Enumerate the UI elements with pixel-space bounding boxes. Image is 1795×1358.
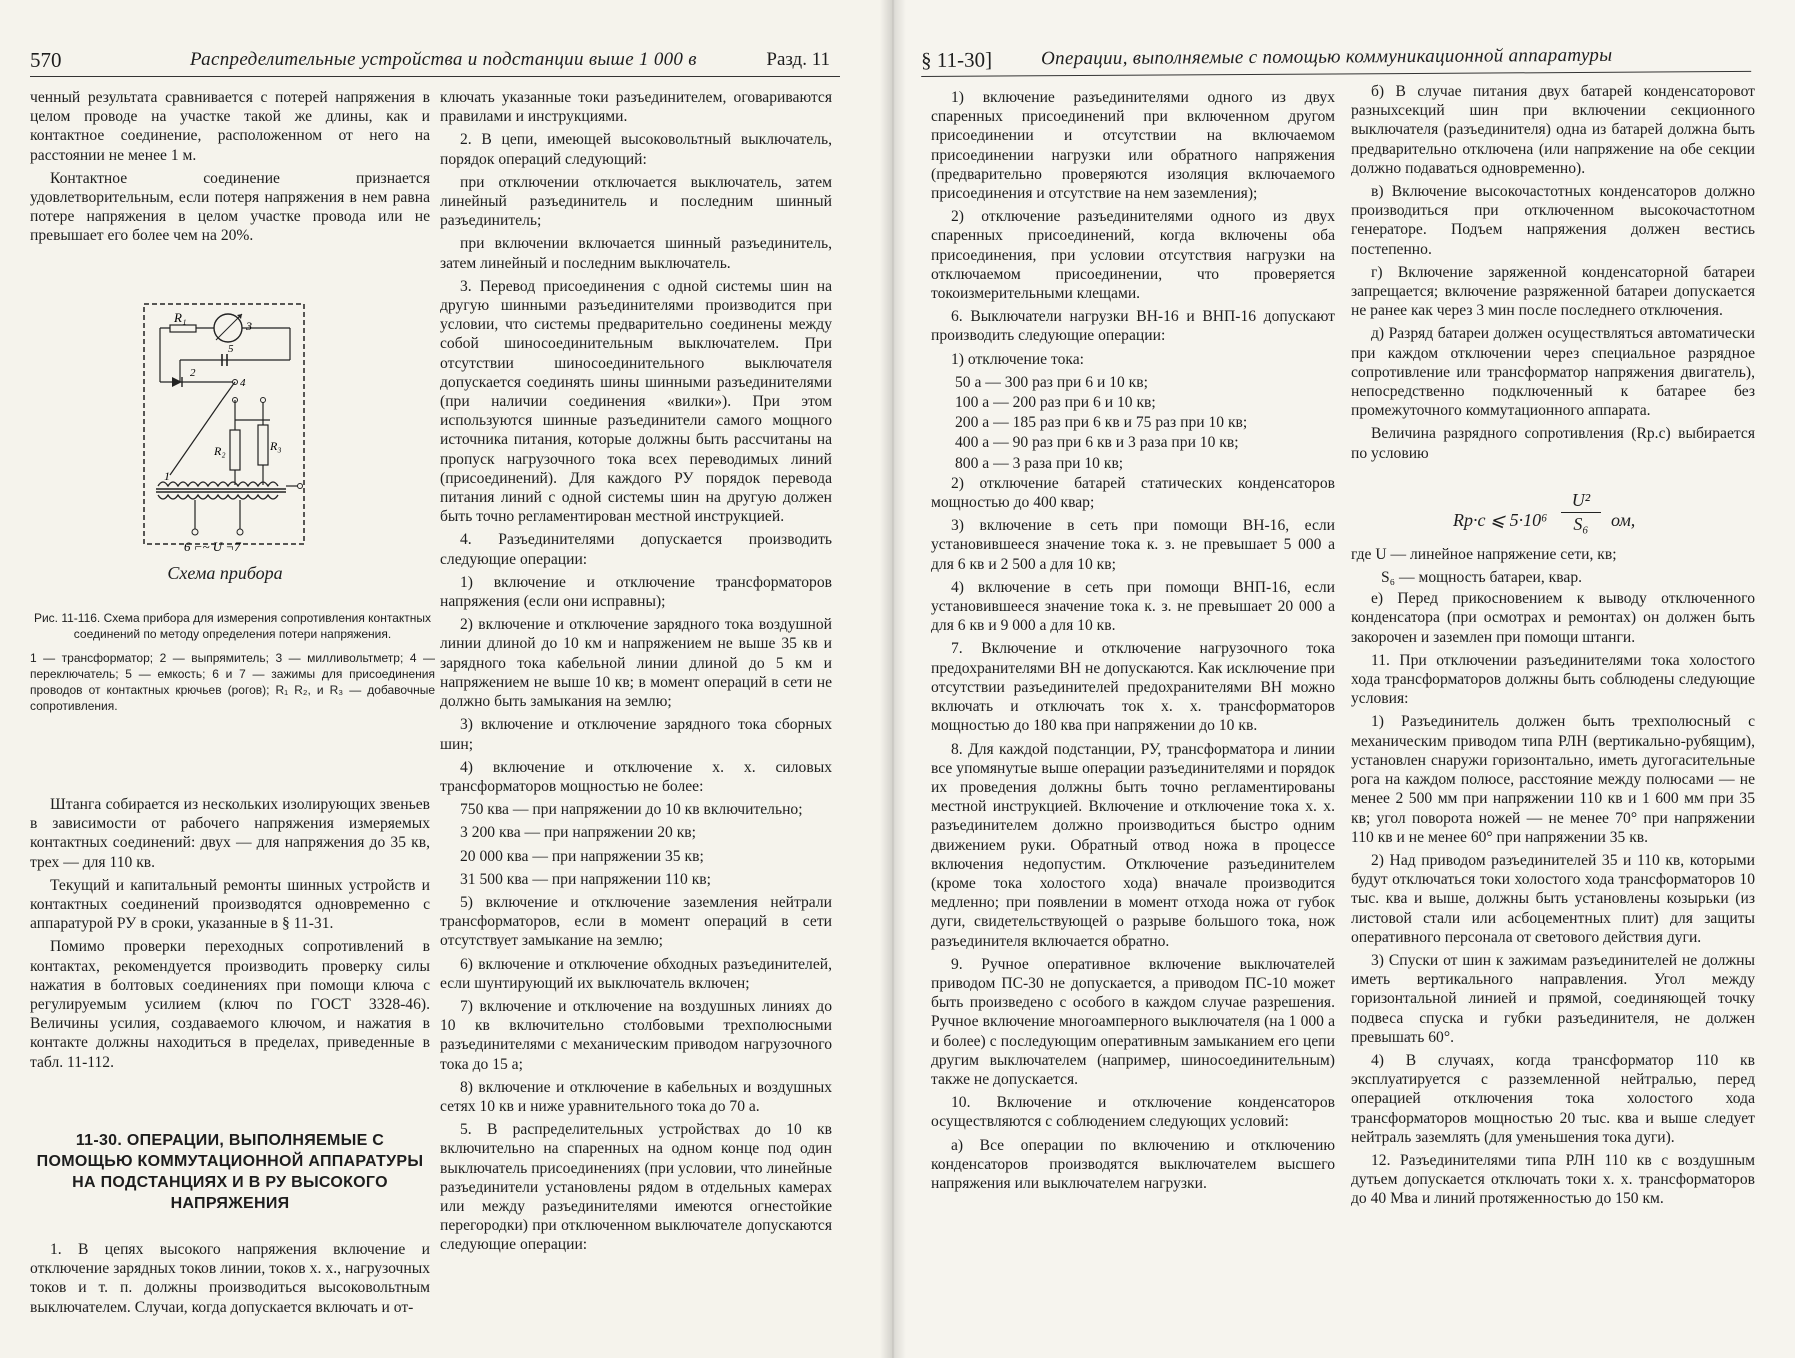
terminal-6 bbox=[192, 529, 198, 535]
paragraph: 1) включение разъединителями одного из двух спаренных присоединений при включенном другом присоединении и отсутствии на включаемом присоединении нагрузки или обратного напряжения (предварительно проверяются изоляция включаемого присоединения и отсутствие на нем заземления); bbox=[931, 89, 1335, 203]
right-column-2 bbox=[1351, 82, 1755, 1213]
paragraph: 4) включение в сеть при помощи ВНП-16, если установившееся значение тока к. з. не превышает 20 000 а для 6 кв и 9 000 а для 10 кв. bbox=[931, 578, 1335, 635]
paragraph: при включении включается шинный разъединитель, затем линейный и последним выключатель. bbox=[440, 235, 832, 272]
paragraph: 2) отключение батарей статических конденсаторов мощностью до 400 квар; bbox=[931, 474, 1335, 512]
paragraph: 750 ква — при напряжении до 10 кв включительно; bbox=[460, 801, 803, 819]
paragraph: Величина разрядного сопротивления (Rр.с) выбирается по условию bbox=[1351, 425, 1755, 462]
paragraph: 5. В распределительных устройствах до 10 кв включительно на спаренных на одном конце под один выключатель присоединениях (при условии, что линейные разъединители установлены рядом в отдельных камерах или между разъединителями имеются огнестойкие перегородки) при отключенном выключателе допускаются следующие операции: bbox=[440, 1121, 832, 1254]
paragraph: 1) включение и отключение трансформаторов напряжения (если они исправны); bbox=[440, 573, 832, 611]
paragraph: 2. В цепи, имеющей высоковольтный выключатель, порядок операций следующий: bbox=[440, 131, 832, 168]
paragraph: 2) включение и отключение зарядного тока воздушной линии длиной до 10 км и напряжением не выше 35 кв и зарядного тока кабельной линии длиной до 5 км и напряжением не выше 10 кв; в момент операций в сети не должно быть замыкания на землю; bbox=[440, 616, 832, 711]
schematic-diagram bbox=[140, 300, 310, 560]
paragraph: 3. Перевод присоединения с одной системы шин на другую шинными разъединителями производится при условии, что системы предварительно соединены между собой шиносоединительным выключателем. При отсутствии шиносоединительного выключателя допускается соединять шины шинными разъединителями (при наличии соединения «вилки»). При этом используются шинные разъединители самого мощного источника питания, которые должны быть рассчитаны на пропуск нагрузочного тока всех переводимых линий (присоединений). Для каждого РУ порядок перевода питания линий с одной системы шин на другую должен быть точно регламентирован местной инструкцией. bbox=[440, 277, 832, 526]
paragraph: Помимо проверки переходных сопротивлений в контактах, рекомендуется производить проверку силы нажатия в болтовых соединениях при помощи ключа с регулируемым усилием (ключ по ГОСТ 3328-46). Величины усилия, создаваемого ключом, и нажатия в контакте должны находиться в пределах, приведенные в табл. 11-112. bbox=[30, 938, 430, 1071]
left-column-1 bbox=[30, 88, 430, 250]
paragraph: 3 200 ква — при напряжении 20 кв; bbox=[460, 824, 696, 842]
paragraph: 9. Ручное оперативное включение выключателей приводом ПС-30 не допускается, а приводом ПС-10 может быть произведено с особого в каждом случае разрешения. Ручное включение многоамперного выключателя (на 1 000 а и более) с последующим оперативным замыканием его цепи другим выключателем (например, шиносоединительным) также не допускается. bbox=[931, 955, 1335, 1088]
right-column-1 bbox=[931, 88, 1335, 1197]
paragraph: при отключении отключается выключатель, затем линейный разъединитель и последним шинный разъединитель; bbox=[440, 173, 832, 230]
paragraph: 400 а — 90 раз при 6 кв и 3 раза при 10 кв; bbox=[955, 434, 1239, 452]
paragraph: 8. Для каждой подстанции, РУ, трансформатора и линии все упомянутые выше операции разъединителями и порядок их проведения должны быть точно регламентированы местной инструкцией. Включение и отключение тока х. х. разъединителем должно производиться быстро одним движением руки. Обратный отвод ножа в процессе включения недопустим. Отключение разъединителем (кроме тока холостого хода) вначале производится медленно; при появлении в момент отхода ножа от губок дуги, свидетельствующей о разрыве большого тока, нож разъединителя включается обратно. bbox=[931, 740, 1335, 950]
device-schematic-figure bbox=[140, 300, 310, 583]
label-4: 4 bbox=[240, 377, 246, 389]
paragraph: 6. Выключатели нагрузки ВН-16 и ВНП-16 допускают производить следующие операции: bbox=[931, 308, 1335, 345]
paragraph: 11. При отключении разъединителями тока холостого хода трансформаторов должны быть соблюдены следующие условия: bbox=[1351, 651, 1755, 708]
label-3: 3 bbox=[246, 319, 252, 333]
left-running-head bbox=[30, 42, 840, 77]
paragraph: 31 500 ква — при напряжении 110 кв; bbox=[460, 870, 711, 888]
left-page bbox=[0, 0, 893, 1358]
paragraph: е) Перед прикосновением к выводу отключенного конденсатора (при осмотрах и ремонтах) он должен быть закорочен и заземлен при помощи штанги. bbox=[1351, 590, 1755, 646]
paragraph: 6) включение и отключение обходных разъединителей, если шунтирующий их выключатель включен; bbox=[440, 955, 832, 992]
right-page bbox=[893, 0, 1795, 1358]
paragraph: 2) отключение разъединителями одного из двух спаренных присоединений, когда включены оба присоединения, при условии отсутствия нагрузки на отключаемом присоединении, что проверяется токоизмерительными клещами. bbox=[931, 208, 1335, 303]
label-r1: R₁ bbox=[174, 310, 187, 325]
formula-unit: ом, bbox=[1611, 510, 1636, 530]
book-gutter bbox=[880, 0, 906, 1358]
section-ref: Разд. 11 bbox=[766, 49, 830, 70]
label-5: 5 bbox=[228, 343, 234, 355]
paragraph: 8) включение и отключение в кабельных и воздушных сетях 10 кв и ниже уравнительного тока до 70 а. bbox=[440, 1078, 832, 1115]
right-running-head bbox=[921, 37, 1751, 77]
paragraph: 200 а — 185 раз при 6 кв и 75 раз при 10 кв; bbox=[955, 414, 1248, 432]
transformer-secondary bbox=[158, 482, 278, 486]
paragraph: 50 а — 300 раз при 6 и 10 кв; bbox=[955, 373, 1148, 391]
running-title: Операции, выполняемые с помощью коммуникационной аппаратуры bbox=[1041, 44, 1613, 70]
paragraph: 1. В цепях высокого напряжения включение и отключение зарядных токов линии, токов х. х., нагрузочных токов и т. п. должны производиться высоковольтным выключателем. Случаи, когда допускается включать и от- bbox=[30, 1241, 430, 1316]
formula-denominator: S₆ bbox=[1573, 514, 1589, 534]
label-r3: R₃ bbox=[270, 439, 282, 453]
switch-blade bbox=[222, 382, 235, 400]
formula-lhs: Rр·с ⩽ 5·10⁶ bbox=[1453, 510, 1548, 530]
paragraph: 20 000 ква — при напряжении 35 кв; bbox=[460, 847, 704, 865]
paragraph: 4) включение и отключение х. х. силовых трансформаторов мощностью не более: bbox=[440, 758, 832, 795]
paragraph: 1) Разъединитель должен быть трехполюсный с механическим приводом типа РЛН (вертикально-рубящим), установлен снаружи горизонтально, иметь дугогасительные рога на каждом полюсе, расстояние между полюсами — не менее 2 500 мм при напряжении 110 кв и 1 600 мм при 35 кв; угол поворота ножей — не менее 70° при напряжении 110 кв и не менее 60° при напряжении 35 кв. bbox=[1351, 713, 1755, 846]
paragraph: 1) отключение тока: bbox=[951, 350, 1084, 368]
paragraph: 3) включение в сеть при помощи ВН-16, если установившееся значение тока к. з. не превышает 5 000 а для 6 кв и 2 500 а для 10 кв; bbox=[931, 517, 1335, 573]
figure-title: Схема прибора bbox=[167, 563, 283, 583]
resistor-r2 bbox=[230, 430, 240, 470]
transformer-primary bbox=[158, 495, 278, 499]
paragraph: ченный результата сравнивается с потерей напряжения в целом проводе на участке такой же длины, как и контактное соединение, расположенном от него на расстоянии не менее 1 м. bbox=[30, 89, 430, 164]
right-column-2-top bbox=[1351, 82, 1755, 463]
formula-numerator: U² bbox=[1561, 490, 1601, 513]
paragraph: 10. Включение и отключение конденсаторов осуществляются с соблюдением следующих условий: bbox=[931, 1094, 1335, 1131]
label-2: 2 bbox=[190, 367, 196, 379]
paragraph: 4. Разъединителями допускается производить следующие операции: bbox=[440, 531, 832, 568]
paragraph: а) Все операции по включению и отключению конденсаторов производятся выключателем высшего напряжения или выключателем нагрузки. bbox=[931, 1136, 1335, 1192]
section-ref: § 11-30] bbox=[921, 47, 993, 72]
resistor-r1 bbox=[170, 325, 196, 332]
paragraph: 3) включение и отключение зарядного тока сборных шин; bbox=[440, 716, 832, 753]
paragraph: д) Разряд батареи должен осуществляться автоматически при каждом отключении через специальное разрядное сопротивление или трансформатор напряжения двигатель), непосредственно подключенный к батарее без промежуточного коммутационного аппарата. bbox=[1351, 325, 1755, 420]
left-text-after-figure bbox=[30, 795, 430, 1076]
paragraph: б) В случае питания двух батарей конденсаторовот разныхсекций шин при включении секционного выключателя (разъединителя) одна из батарей должна быть предварительно отключена (или напряжение на обе секции должно подаваться одновременно). bbox=[1351, 83, 1755, 177]
paragraph: где U — линейное напряжение сети, кв; bbox=[1351, 545, 1617, 563]
paragraph: 12. Разъединителями типа РЛН 110 кв с воздушным дутьем допускается отключать токи х. х. трансформаторов до 40 Мва и линий протяженностью до 150 км. bbox=[1351, 1151, 1755, 1208]
formula-fraction bbox=[1561, 490, 1601, 535]
paragraph: Штанга собирается из нескольких изолирующих звеньев в зависимости от рабочего напряжения измеряемых контактных соединений: двух — для напряжения до 35 кв, трех — для 110 кв. bbox=[30, 796, 430, 871]
discharge-resistance-formula bbox=[1453, 490, 1753, 550]
figure-legend: 1 — трансформатор; 2 — выпрямитель; 3 — милливольтметр; 4 — переключатель; 5 — емкость; 6 и 7 — зажимы для присоединения проводов от контактных крючьев (рогов); R₁ R₂, и R₃ — добавочные сопротивления. bbox=[30, 651, 435, 713]
resistor-r3 bbox=[258, 425, 268, 465]
running-title: Распределительные устройства и подстанции выше 1 000 в bbox=[190, 49, 697, 70]
paragraph: в) Включение высокочастотных конденсаторов должно производиться при отключенном высокочастотном генераторе. Подъем напряжения должен вестись постепенно. bbox=[1351, 183, 1755, 258]
label-r2: R₂ bbox=[214, 444, 226, 458]
paragraph: 100 а — 200 раз при 6 и 10 кв; bbox=[955, 394, 1156, 412]
figure-caption: Рис. 11-116. Схема прибора для измерения сопротивления контактных соединений по методу определения потери напряжения. bbox=[33, 611, 432, 641]
left-text-end bbox=[30, 1240, 430, 1317]
paragraph: ключать указанные токи разъединителем, оговариваются правилами и инструкциями. bbox=[440, 89, 832, 126]
figure-caption-block bbox=[30, 610, 435, 714]
right-column-2-bottom bbox=[1351, 545, 1755, 1209]
paragraph: г) Включение заряженной конденсаторной батареи запрещается; включение разряженной батареи допускается не ранее как через 3 мин после последнего отключения. bbox=[1351, 263, 1755, 320]
label-terminals: 6 ⌐~ U ¬7 bbox=[184, 539, 241, 554]
paragraph: 7) включение и отключение на воздушных линиях до 10 кв включительно столбовыми трехполюсными разъединителями с механическим приводом нагрузочного тока до 15 а; bbox=[440, 997, 832, 1073]
paragraph: 3) Спуски от шин к зажимам разъединителей не должны иметь вертикального направления. Угол между горизонтальной линией и прямой, соединяющей точку подвеса спуска и губки разъединителя, не должен превышать 60°. bbox=[1351, 951, 1755, 1046]
paragraph: 2) Над приводом разъединителей 35 и 110 кв, которыми будут отключаться токи холостого хода трансформаторов 10 тыс. ква и выше, должны быть установлены козырьки (из листовой стали или асбоцементных плит) для защиты оперативного персонала от светового действия дуги. bbox=[1351, 851, 1755, 946]
label-1: 1 bbox=[164, 469, 170, 483]
paragraph: Текущий и капитальный ремонты шинных устройств и контактных соединений производятся одновременно с аппаратурой РУ в сроки, указанные в § 11-31. bbox=[30, 876, 430, 933]
paragraph: 7. Включение и отключение нагрузочного тока предохранителями ВН не допускаются. Как исключение при отсутствии разъединителей предохранителями ВН можно включать и отключать ток х. х. трансформаторов мощностью до 180 ква при напряжении до 10 кв. bbox=[931, 640, 1335, 735]
paragraph: 4) В случаях, когда трансформатор 110 кв эксплуатируется с разземленной нейтралью, перед операцией отключения тока холостого хода трансформаторов мощностью 20 тыс. ква и выше следует нейтраль заземлять (для уменьшения тока дуги). bbox=[1351, 1051, 1755, 1146]
terminal-7 bbox=[237, 529, 243, 535]
paragraph: Контактное соединение признается удовлетворительным, если потеря напряжения в нем равна потере напряжения в целом участке провода или не превышает его более чем на 20%. bbox=[30, 169, 430, 245]
page-number: 570 bbox=[30, 48, 62, 72]
paragraph: S₆ — мощность батареи, квар. bbox=[1381, 569, 1583, 587]
section-heading: 11-30. ОПЕРАЦИИ, ВЫПОЛНЯЕМЫЕ С ПОМОЩЬЮ КОММУТАЦИОННОЙ АППАРАТУРЫ НА ПОДСТАНЦИЯХ И В РУ ВЫСОКОГО НАПРЯЖЕНИЯ bbox=[36, 1132, 424, 1212]
paragraph: 800 а — 3 раза при 10 кв; bbox=[955, 454, 1124, 472]
paragraph: 5) включение и отключение заземления нейтрали трансформаторов, если в момент операций в сети отсутствует замыкание на землю; bbox=[440, 893, 832, 950]
left-column-2 bbox=[440, 88, 832, 1259]
